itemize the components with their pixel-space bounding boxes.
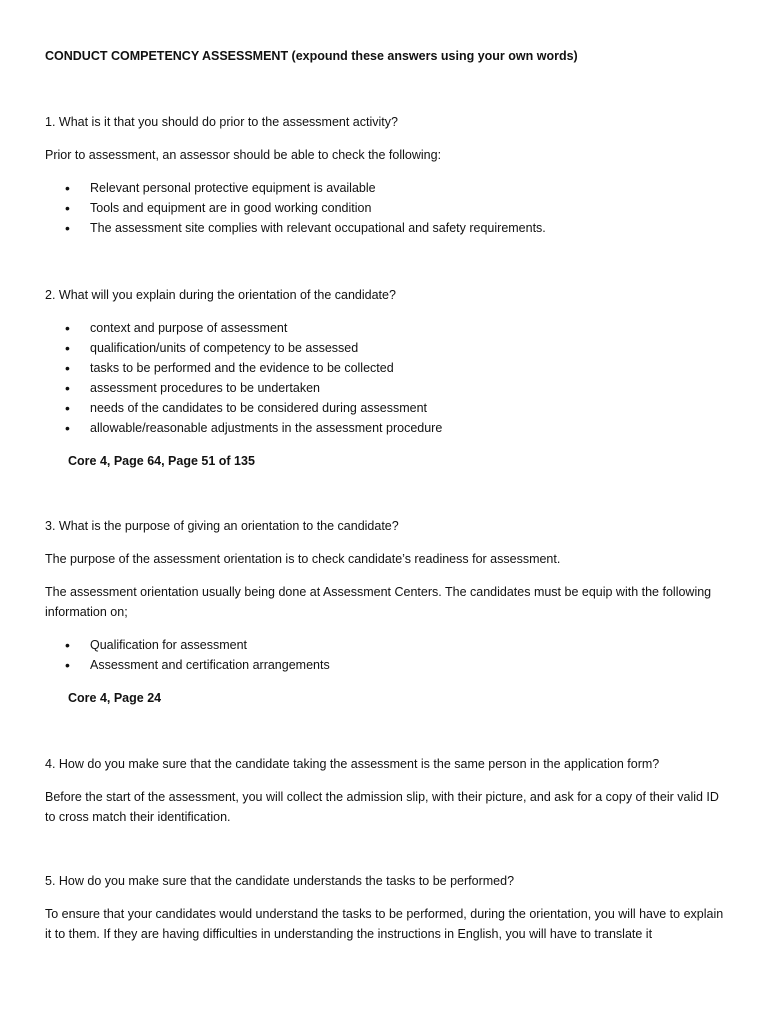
list-item: • context and purpose of assessment xyxy=(45,318,725,338)
section-5 xyxy=(45,871,725,944)
section-2 xyxy=(45,285,725,471)
answer-2-list xyxy=(45,318,725,438)
section-4 xyxy=(45,754,725,827)
list-item: • qualification/units of competency to be assessed xyxy=(45,338,725,358)
answer-1-intro: Prior to assessment, an assessor should be able to check the following: xyxy=(45,148,442,162)
answer-3-list xyxy=(45,635,725,675)
answer-1-list xyxy=(45,178,725,238)
list-item: • Tools and equipment are in good working condition xyxy=(45,198,725,218)
question-2: 2. What will you explain during the orientation of the candidate? xyxy=(45,288,396,302)
answer-4-paragraph: Before the start of the assessment, you will collect the admission slip, with their picture, and ask for a copy of their valid ID to cross match their identification. xyxy=(45,790,719,824)
list-item: • Qualification for assessment xyxy=(45,635,725,655)
list-item: • allowable/reasonable adjustments in the assessment procedure xyxy=(45,418,725,438)
question-1: 1. What is it that you should do prior to the assessment activity? xyxy=(45,115,398,129)
section-3 xyxy=(45,516,725,708)
list-item: • tasks to be performed and the evidence to be collected xyxy=(45,358,725,378)
list-item: • The assessment site complies with relevant occupational and safety requirements. xyxy=(45,218,725,238)
list-item: • needs of the candidates to be considered during assessment xyxy=(45,398,725,418)
question-5: 5. How do you make sure that the candidate understands the tasks to be performed? xyxy=(45,874,515,888)
question-4: 4. How do you make sure that the candidate taking the assessment is the same person in the application form? xyxy=(45,757,660,771)
answer-3-paragraph: The purpose of the assessment orientation is to check candidate’s readiness for assessment. xyxy=(45,552,561,566)
document-page xyxy=(45,46,725,944)
document-title: CONDUCT COMPETENCY ASSESSMENT (expound these answers using your own words) xyxy=(45,49,578,63)
answer-3-paragraph: The assessment orientation usually being done at Assessment Centers. The candidates must be equip with the following information on; xyxy=(45,585,712,619)
section-1 xyxy=(45,112,725,238)
list-item: • Relevant personal protective equipment is available xyxy=(45,178,725,198)
list-item: • Assessment and certification arrangements xyxy=(45,655,725,675)
answer-5-paragraph: To ensure that your candidates would understand the tasks to be performed, during the orientation, you will have to explain it to them. If they are having difficulties in understanding the instructions in English, you will have to translate it xyxy=(45,907,724,941)
reference-2: Core 4, Page 64, Page 51 of 135 xyxy=(68,454,255,468)
question-3: 3. What is the purpose of giving an orientation to the candidate? xyxy=(45,519,399,533)
list-item: • assessment procedures to be undertaken xyxy=(45,378,725,398)
reference-3: Core 4, Page 24 xyxy=(68,691,162,705)
